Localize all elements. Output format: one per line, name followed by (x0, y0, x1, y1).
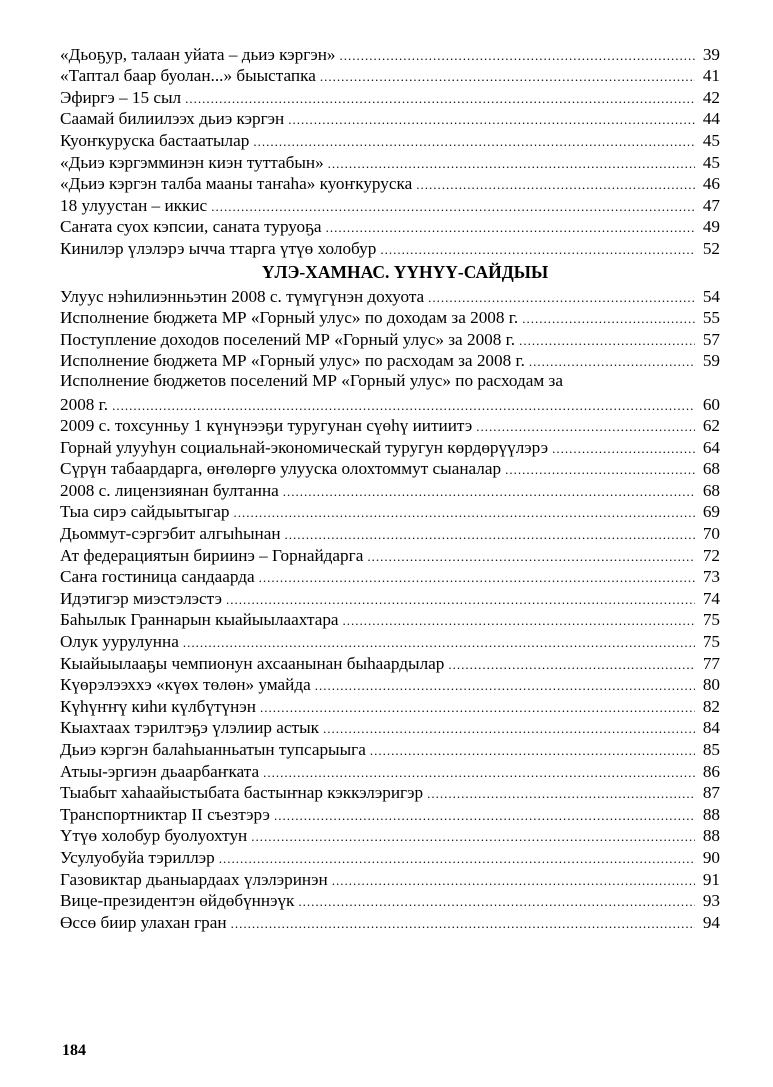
leader-dots (112, 397, 695, 415)
toc-entry-page: 69 (702, 502, 720, 522)
toc-entry-title: Усулуобуйа тэриллэр (60, 847, 215, 867)
leader-dots (315, 677, 695, 695)
toc-entry-page: 85 (702, 740, 720, 759)
leader-dots (428, 289, 695, 307)
leader-dots (183, 634, 695, 652)
toc-entry (60, 522, 720, 544)
toc-entry-title: Идэтигэр миэстэлэстэ (60, 588, 222, 608)
leader-dots (522, 310, 695, 328)
toc-entry-title: 18 улуустан – иккис (60, 195, 208, 215)
leader-dots (519, 332, 695, 350)
table-of-contents (60, 43, 720, 933)
leader-dots (448, 656, 695, 674)
toc-entry-title: Поступление доходов поселений МР «Горный улус» за 2008 г. (60, 329, 516, 349)
leader-dots (328, 155, 695, 173)
toc-entry (60, 695, 720, 717)
toc-entry (60, 458, 720, 480)
toc-entry-page: 91 (702, 869, 720, 889)
toc-entry (60, 868, 720, 890)
toc-entry-title: Вице-президентэн өйдөбүннэүк (60, 891, 295, 911)
page-number: 184 (62, 1042, 86, 1059)
toc-entry-title: Үтүө холобур буолуохтун (60, 826, 248, 846)
toc-entry-page: 59 (702, 351, 720, 371)
leader-dots (283, 483, 695, 501)
leader-dots (260, 699, 695, 717)
toc-group-c (60, 415, 720, 933)
toc-entry (60, 194, 720, 216)
toc-entry-wrapped-line1: Исполнение бюджетов поселений МР «Горный улус» по расходам за (60, 371, 563, 391)
toc-entry-page: 68 (702, 459, 720, 479)
toc-entry (60, 846, 720, 868)
toc-entry-title: Исполнение бюджета МР «Горный улус» по расходам за 2008 г. (60, 351, 525, 371)
leader-dots (340, 47, 696, 65)
toc-entry (60, 738, 720, 760)
toc-entry-page: 82 (702, 696, 720, 716)
toc-entry-title: Сүрүн табаардарга, өҥөлөргө улууска олохтоммут сыаналар (60, 459, 502, 479)
toc-entry (60, 173, 720, 195)
toc-entry (60, 803, 720, 825)
toc-entry-page: 80 (702, 675, 720, 695)
toc-entry (60, 86, 720, 108)
toc-entry-title: Баһылык Граннарын кыайыылаахтара (60, 610, 339, 630)
toc-entry-page: 49 (702, 217, 720, 237)
toc-entry-title: 2008 с. лицензиянан бултанна (60, 480, 279, 500)
toc-entry (60, 501, 720, 523)
leader-dots (552, 440, 695, 458)
toc-entry-page: 68 (702, 480, 720, 500)
toc-entry (60, 108, 720, 130)
toc-entry-title: Саҥа гостиница сандаарда (60, 567, 255, 587)
toc-entry-title: 2008 г. (60, 394, 109, 414)
toc-entry-page: 39 (702, 44, 720, 64)
toc-entry-page: 45 (702, 152, 720, 172)
toc-entry-title: Саамай билиилээх дьиэ кэргэн (60, 109, 285, 129)
leader-dots (226, 591, 695, 609)
toc-entry-title: Олук уурулунна (60, 632, 179, 652)
toc-group-b (60, 285, 720, 371)
leader-dots (253, 133, 695, 151)
toc-entry (60, 587, 720, 609)
toc-entry (60, 65, 720, 87)
toc-entry (60, 760, 720, 782)
toc-entry (60, 609, 720, 631)
toc-entry (60, 630, 720, 652)
toc-entry-title: Транспортниктар II съезтэрэ (60, 804, 270, 824)
leader-dots (288, 111, 695, 129)
toc-entry-title: Ат федерациятын бириинэ – Горнайдарга (60, 545, 364, 565)
leader-dots (251, 828, 695, 846)
toc-entry (60, 328, 720, 350)
toc-entry-page: 87 (702, 783, 720, 803)
toc-entry-title: Куоҥкуруска бастаатылар (60, 130, 250, 150)
toc-entry (60, 237, 720, 259)
toc-entry-title: 2009 с. тохсунньу 1 күнүнээҕи туругунан сүөһү иитиитэ (60, 416, 473, 436)
toc-entry (60, 890, 720, 912)
leader-dots (298, 893, 695, 911)
toc-entry-page: 47 (702, 195, 720, 215)
leader-dots (323, 720, 695, 738)
toc-entry-page: 44 (702, 109, 720, 129)
toc-entry (60, 652, 720, 674)
leader-dots (529, 353, 695, 371)
toc-entry-page: 75 (702, 632, 720, 652)
toc-entry (60, 216, 720, 238)
leader-dots (380, 241, 695, 259)
toc-entry-page: 42 (702, 87, 720, 107)
toc-entry-page: 73 (702, 567, 720, 587)
leader-dots (263, 764, 695, 782)
toc-entry-title: Күөрэлээххэ «күөх төлөн» умайда (60, 675, 311, 695)
toc-entry-title: Улуус нэһилиэнньэтин 2008 с. түмүгүнэн дохуота (60, 286, 425, 306)
toc-entry-title: «Дьиэ кэргэмминэн киэн туттабын» (60, 152, 324, 172)
leader-dots (320, 68, 695, 86)
leader-dots (427, 785, 695, 803)
toc-entry-page: 54 (702, 286, 720, 306)
toc-entry (60, 129, 720, 151)
toc-entry-page: 57 (702, 329, 720, 349)
toc-group-a (60, 43, 720, 259)
toc-entry (60, 717, 720, 739)
toc-entry-page: 86 (702, 761, 720, 781)
toc-entry-page: 64 (702, 437, 720, 457)
toc-entry-title: Дьоммут-сэргэбит алгыһынан (60, 524, 281, 544)
leader-dots (332, 872, 695, 890)
leader-dots (211, 198, 695, 216)
toc-entry-title: Дьиэ кэргэн балаһыанньатын тупсарыыга (60, 740, 366, 759)
toc-entry (60, 436, 720, 458)
toc-entry-title: Тыабыт хаһаайыстыбата бастыҥнар кэккэлэригэр (60, 783, 424, 803)
toc-entry (60, 825, 720, 847)
toc-entry-wrapped (60, 393, 720, 415)
toc-entry-page: 45 (702, 130, 720, 150)
toc-entry (60, 285, 720, 307)
toc-entry-page: 41 (702, 66, 720, 86)
toc-entry-title: «Дьоҕур, талаан уйата – дьиэ кэргэн» (60, 44, 336, 64)
leader-dots (219, 850, 695, 868)
toc-entry (60, 350, 720, 372)
leader-dots (326, 219, 695, 237)
toc-entry-page: 88 (702, 826, 720, 846)
toc-entry (60, 782, 720, 804)
leader-dots (476, 418, 695, 436)
toc-entry-page: 46 (702, 174, 720, 194)
toc-entry-title: Кыайыылааҕы чемпионун ахсаанынан быһаардылар (60, 653, 445, 673)
toc-entry-page: 52 (702, 238, 720, 258)
toc-entry (60, 566, 720, 588)
toc-entry-page: 90 (702, 847, 720, 867)
leader-dots (231, 915, 695, 933)
toc-entry-title: Атыы-эргиэн дьаарбаҥката (60, 761, 260, 781)
toc-entry-title: Газовиктар дьаныардаах үлэлэринэн (60, 869, 328, 889)
toc-entry-title: Исполнение бюджета МР «Горный улус» по доходам за 2008 г. (60, 308, 519, 328)
toc-entry-title: «Таптал баар буолан...» быыстапка (60, 66, 316, 86)
toc-entry-title: «Дьиэ кэргэн талба мааны таҥаһа» куоҥкуруска (60, 174, 413, 194)
toc-entry-page: 94 (702, 912, 720, 932)
toc-entry (60, 674, 720, 696)
leader-dots (185, 90, 695, 108)
toc-entry-page: 74 (702, 588, 720, 608)
leader-dots (370, 742, 695, 760)
leader-dots (274, 807, 695, 825)
toc-entry-page: 77 (702, 653, 720, 673)
toc-entry-title: Кинилэр үлэлэрэ ычча ттарга үтүө холобур (60, 238, 377, 258)
leader-dots (367, 548, 695, 566)
toc-entry-page: 75 (702, 610, 720, 630)
toc-entry-title: Саҥата суох кэпсии, саната туруоҕа (60, 217, 322, 237)
toc-entry (60, 911, 720, 933)
leader-dots (285, 526, 695, 544)
toc-entry-title: Кыахтаах тэрилтэҕэ үлэлиир астык (60, 718, 319, 738)
toc-entry-page: 60 (702, 394, 720, 414)
leader-dots (259, 569, 695, 587)
toc-entry-page: 88 (702, 804, 720, 824)
toc-entry (60, 415, 720, 437)
section-heading: ҮЛЭ-ХАМНАС. ҮҮНҮҮ-САЙДЫЫ (261, 261, 549, 282)
toc-entry-page: 55 (702, 308, 720, 328)
leader-dots (416, 176, 695, 194)
toc-entry-page: 72 (702, 545, 720, 565)
toc-entry-page: 70 (702, 524, 720, 544)
leader-dots (505, 461, 695, 479)
toc-entry (60, 43, 720, 65)
toc-entry (60, 479, 720, 501)
toc-entry (60, 544, 720, 566)
toc-entry (60, 151, 720, 173)
toc-entry-title: Күһүҥҥү киһи күлбүтүнэн (60, 696, 256, 716)
leader-dots (343, 612, 695, 630)
toc-entry (60, 307, 720, 329)
toc-entry-page: 62 (702, 416, 720, 436)
toc-entry-title: Тыа сирэ сайдыытыгар (60, 502, 230, 522)
toc-entry-page: 93 (702, 891, 720, 911)
leader-dots (233, 504, 695, 522)
toc-entry-page: 84 (702, 718, 720, 738)
toc-entry-title: Горнай улууһун социальнай-экономическай туругун көрдөрүүлэрэ (60, 437, 549, 457)
toc-entry-title: Өссө биир улахан гран (60, 912, 227, 932)
toc-entry-title: Эфиргэ – 15 сыл (60, 87, 182, 107)
